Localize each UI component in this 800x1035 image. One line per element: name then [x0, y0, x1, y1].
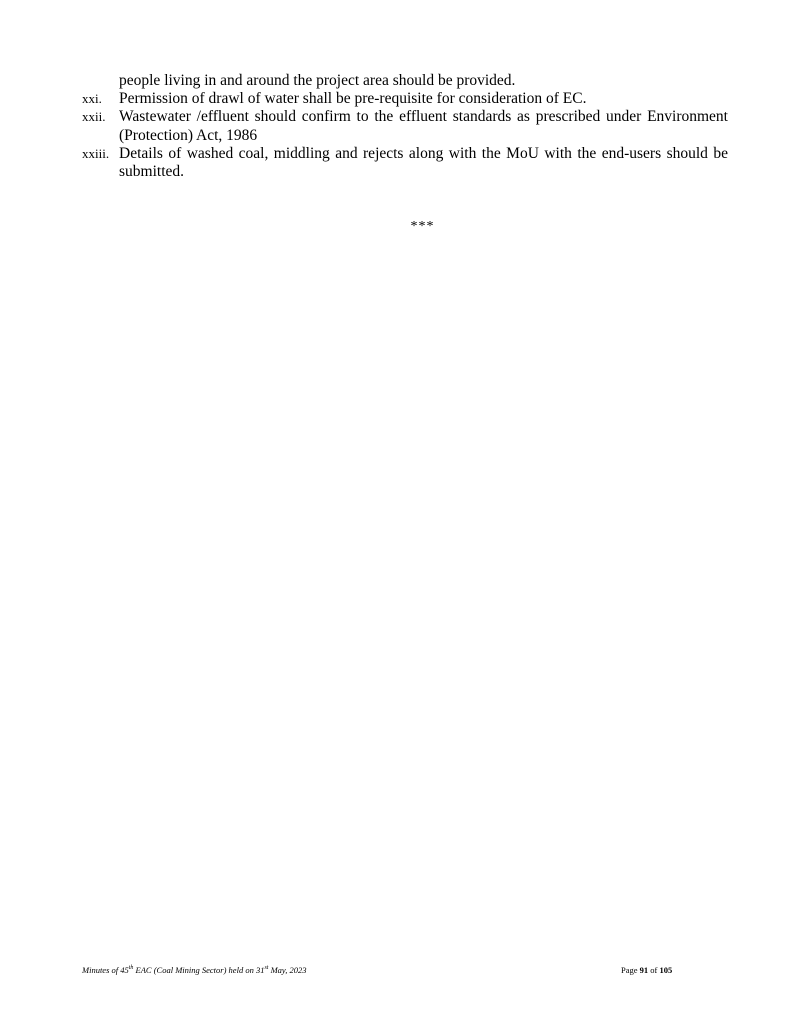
document-body	[82, 72, 728, 181]
list-number: xxiii.	[82, 145, 110, 161]
list-text: Details of washed coal, middling and rejects along with the MoU with the end-users should be submitted.	[119, 144, 728, 181]
list-number: xxi.	[82, 91, 102, 107]
list-item-xxi	[82, 90, 728, 108]
footer-page-number: Page 91 of 105	[621, 965, 673, 975]
current-page: 91	[639, 965, 649, 975]
list-item-xxiii	[82, 145, 728, 181]
list-text: Permission of drawl of water shall be pre-requisite for consideration of EC.	[119, 90, 587, 108]
list-number: xxii.	[82, 109, 106, 125]
total-pages: 105	[659, 965, 673, 975]
continuation-text: people living in and around the project area should be provided.	[119, 72, 516, 89]
footer-minutes-title: Minutes of 45th EAC (Coal Mining Sector) held on 31st May, 2023	[82, 965, 307, 975]
list-text: Wastewater /effluent should confirm to the effluent standards as prescribed under Environment (Protection) Act, 1986	[119, 108, 728, 144]
list-item-xxii	[82, 108, 728, 144]
section-separator: ***	[410, 219, 435, 234]
